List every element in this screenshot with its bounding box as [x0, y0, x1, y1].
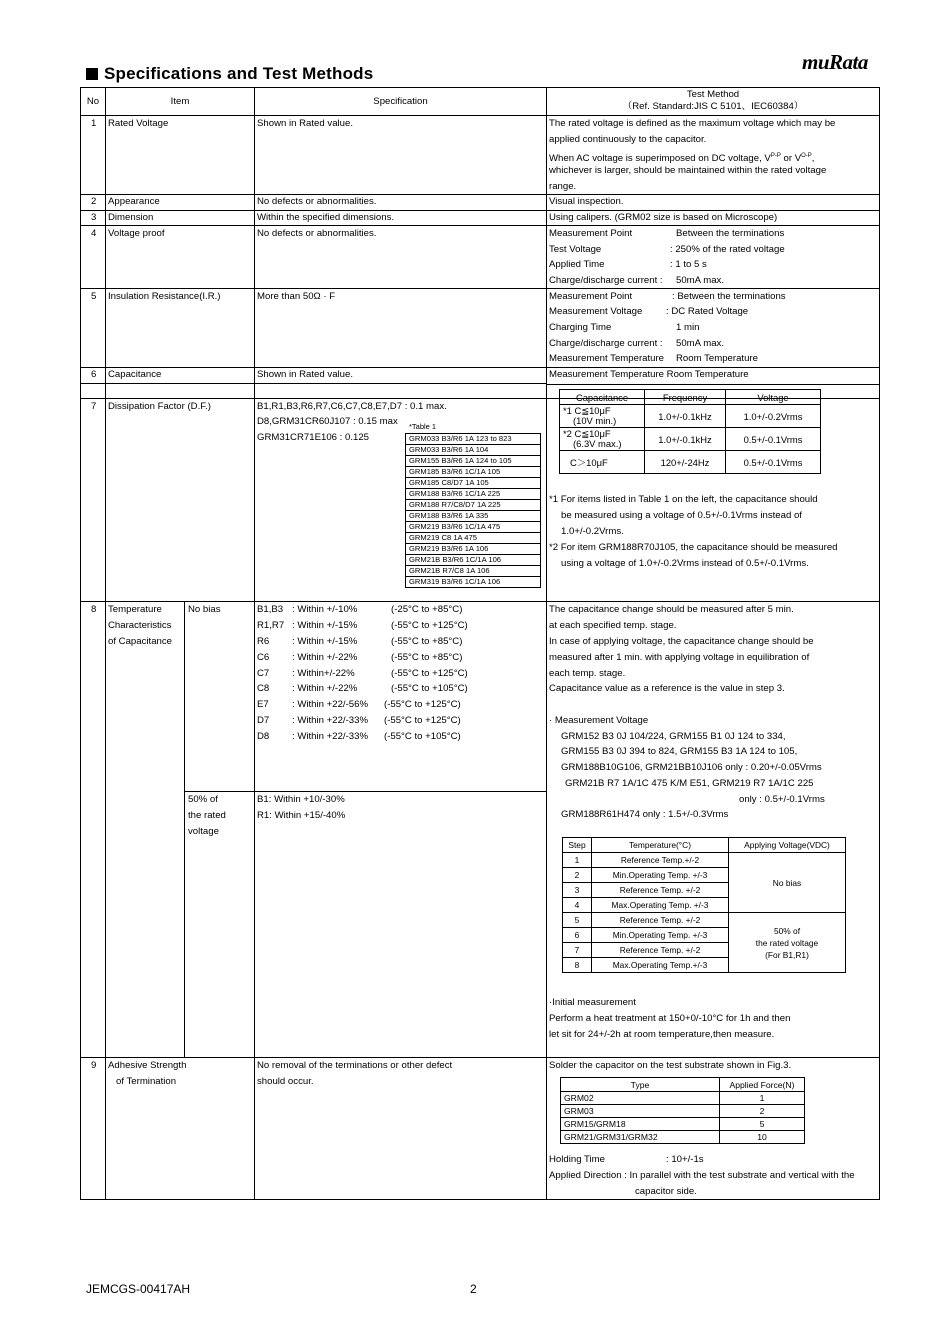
test-line: The capacitance change should be measured after 5 min.: [549, 604, 794, 615]
item-label: Adhesive Strength: [108, 1060, 187, 1071]
spec-tolerance: : Within +/-22%: [292, 652, 358, 663]
test-value: : Between the terminations: [672, 291, 786, 302]
table-row: C＞10μF 120+/-24Hz 0.5+/-0.1Vrms: [560, 451, 821, 474]
test-label: Measurement Temperature: [549, 353, 665, 364]
row-number: 6: [91, 369, 97, 380]
row-number: 4: [91, 228, 97, 239]
spec-range: (-55°C to +125°C): [391, 620, 468, 631]
row-number: 7: [91, 401, 97, 412]
spec-tolerance: : Within +/-15%: [292, 620, 358, 631]
table-row: GRM185 B3/R6 1C/1A 105: [406, 467, 541, 478]
item-label: of Termination: [116, 1076, 177, 1087]
spec-range: (-55°C to +85°C): [391, 652, 463, 663]
table-row: GRM033 B3/R6 1A 104: [406, 445, 541, 456]
item-label: Characteristics: [108, 620, 172, 631]
spec-line: should occur.: [257, 1076, 314, 1087]
spec-range: (-55°C to +85°C): [391, 636, 463, 647]
test-label: Measurement Voltage: [549, 306, 643, 317]
item-label: Rated Voltage: [108, 118, 169, 129]
test-line: The rated voltage is defined as the maximum voltage which may be: [549, 118, 836, 129]
test-value: 50mA max.: [676, 275, 724, 286]
table-row: Capacitance Frequency Voltage: [560, 390, 821, 405]
test-label: Measurement Point: [549, 228, 633, 239]
test-line: When AC voltage is superimposed on DC voltage, $V^{P-P}$ or $V^{O-P}$,: [549, 153, 815, 165]
table-row: GRM21/GRM31/GRM32 10: [561, 1131, 805, 1144]
table-row: 2 Min.Operating Temp. +/-3: [563, 868, 846, 883]
force-table: [560, 1077, 805, 1144]
holding-time-value: : 10+/-1s: [666, 1154, 704, 1165]
table-row: 3 Reference Temp. +/-2: [563, 883, 846, 898]
table-row: GRM185 C8/D7 1A 105: [406, 478, 541, 489]
row-number: 9: [91, 1060, 97, 1071]
test-line: · Measurement Voltage: [549, 715, 649, 726]
frequency-table: [559, 389, 821, 474]
note-line: be measured using a voltage of 0.5+/-0.1Vrms instead of: [561, 510, 802, 521]
sub-item-label: No bias: [188, 604, 221, 615]
spec-tolerance: : Within +/-22%: [292, 683, 358, 694]
test-line: GRM152 B3 0J 104/224, GRM155 B1 0J 124 to 334,: [561, 731, 786, 742]
spec-text: No defects or abnormalities.: [257, 228, 377, 239]
note-line: *1 For items listed in Table 1 on the left, the capacitance should: [549, 494, 818, 505]
item-label: Dissipation Factor (D.F.): [108, 401, 211, 412]
table-row: GRM188 B3/R6 1A 335: [406, 511, 541, 522]
brand-logo: muRata: [802, 50, 868, 74]
sub-item-label: voltage: [188, 826, 219, 837]
test-line: at each specified temp. stage.: [549, 620, 677, 631]
test-value: Room Temperature: [676, 353, 758, 364]
table-row: GRM219 B3/R6 1A 106: [406, 544, 541, 555]
spec-range: (-55°C to +105°C): [391, 683, 468, 694]
row-number: 1: [91, 118, 97, 129]
test-label: Measurement Point: [549, 291, 633, 302]
table-row: *2 C≦10μF (6.3V max.) 1.0+/-0.1kHz 0.5+/-0.1Vrms: [560, 428, 821, 451]
test-value: : 1 to 5 s: [670, 259, 707, 270]
initial-measurement-line: ·Initial measurement: [549, 997, 636, 1008]
table-row: 1 Reference Temp.+/-2 No bias: [563, 853, 846, 868]
test-label: Charge/discharge current :: [549, 338, 663, 349]
table-row: 5 Reference Temp. +/-2 50% of the rated voltage (For B1,R1): [563, 913, 846, 928]
table-row: GRM155 B3/R6 1A 124 to 105: [406, 456, 541, 467]
test-value: 50mA max.: [676, 338, 724, 349]
test-value: : 250% of the rated voltage: [670, 244, 785, 255]
test-line: In case of applying voltage, the capacitance change should be: [549, 636, 814, 647]
test-text: Visual inspection.: [549, 196, 624, 207]
spec-range: (-55°C to +125°C): [391, 668, 468, 679]
item-label: Dimension: [108, 212, 154, 223]
initial-measurement-line: let sit for 24+/-2h at room temperature,then measure.: [549, 1029, 775, 1040]
page-title-text: Specifications and Test Methods: [104, 64, 374, 83]
spec-tolerance: : Within +22/-33%: [292, 715, 368, 726]
spec-line: GRM31CR71E106 : 0.125: [257, 432, 369, 443]
spec-code: C8: [257, 683, 270, 694]
item-label: Capacitance: [108, 369, 162, 380]
test-line: GRM155 B3 0J 394 to 824, GRM155 B3 1A 124 to 105,: [561, 746, 798, 757]
spec-text: Shown in Rated value.: [257, 369, 353, 380]
spec-tolerance: : Within +/-15%: [292, 636, 358, 647]
column-header-specification: Specification: [373, 96, 428, 107]
table-row: Step Temperature(°C) Applying Voltage(VDC): [563, 838, 846, 853]
column-header-item: Item: [170, 96, 190, 107]
spec-tolerance: : Within +22/-56%: [292, 699, 368, 710]
test-line: Capacitance value as a reference is the value in step 3.: [549, 683, 785, 694]
spec-line: R1: Within +15/-40%: [257, 810, 346, 821]
test-text: Measurement Temperature Room Temperature: [549, 369, 749, 380]
table-row: Type Applied Force(N): [561, 1078, 805, 1092]
test-text: Using calipers. (GRM02 size is based on Microscope): [549, 212, 778, 223]
test-line: measured after 1 min. with applying voltage in equilibration of: [549, 652, 810, 663]
test-line: GRM188R61H474 only : 1.5+/-0.3Vrms: [561, 809, 729, 820]
table-row: GRM033 B3/R6 1A 123 to 823: [406, 434, 541, 445]
document-code: JEMCGS-00417AH: [86, 1282, 191, 1296]
holding-time-label: Holding Time: [549, 1154, 605, 1165]
column-header-no: No: [86, 96, 100, 107]
row-number: 3: [91, 212, 97, 223]
item-label: Appearance: [108, 196, 160, 207]
test-line: whichever is larger, should be maintained within the rated voltage: [549, 165, 827, 176]
row-number: 5: [91, 291, 97, 302]
spec-tolerance: : Within +22/-33%: [292, 731, 368, 742]
table-row: GRM15/GRM18 5: [561, 1118, 805, 1131]
spec-code: C7: [257, 668, 270, 679]
page-number: 2: [470, 1282, 477, 1296]
sub-item-label: 50% of: [188, 794, 218, 805]
spec-line: No removal of the terminations or other defect: [257, 1060, 453, 1071]
initial-measurement-line: Perform a heat treatment at 150+0/-10°C for 1h and then: [549, 1013, 791, 1024]
test-value: 1 min: [676, 322, 700, 333]
test-line: GRM21B R7 1A/1C 475 K/M E51, GRM219 R7 1A/1C 225: [565, 778, 814, 789]
test-label: Test Voltage: [549, 244, 602, 255]
row-number: 2: [91, 196, 97, 207]
table-row: 7 Reference Temp. +/-2: [563, 943, 846, 958]
table-row: GRM188 B3/R6 1C/1A 225: [406, 489, 541, 500]
spec-tolerance: : Within +/-10%: [292, 604, 358, 615]
item-label: Temperature: [108, 604, 162, 615]
table-row: 6 Min.Operating Temp. +/-3: [563, 928, 846, 943]
spec-line: B1,R1,B3,R6,R7,C6,C7,C8,E7,D7 : 0.1 max.: [257, 401, 447, 412]
spec-range: (-55°C to +105°C): [384, 731, 461, 742]
spec-code: C6: [257, 652, 270, 663]
note-line: using a voltage of 1.0+/-0.2Vrms instead of 0.5+/-0.1Vrms.: [561, 558, 809, 569]
spec-tolerance: : Within+/-22%: [292, 668, 355, 679]
table-row: *1 C≦10μF (10V min.) 1.0+/-0.1kHz 1.0+/-0.2Vrms: [560, 405, 821, 428]
step-table: [562, 837, 846, 973]
table-row: GRM188 R7/C8/D7 1A 225: [406, 500, 541, 511]
test-label: Charge/discharge current :: [549, 275, 663, 286]
square-bullet-icon: [86, 68, 98, 80]
table-row: GRM03 2: [561, 1105, 805, 1118]
column-header-test-method: Test Method: [686, 89, 740, 100]
spec-code: B1,B3: [257, 604, 284, 615]
spec-code: D7: [257, 715, 270, 726]
table-row: GRM219 B3/R6 1C/1A 475: [406, 522, 541, 533]
spec-code: D8: [257, 731, 270, 742]
applied-direction-line: capacitor side.: [635, 1186, 697, 1197]
spec-text: Shown in Rated value.: [257, 118, 353, 129]
spec-text: Within the specified dimensions.: [257, 212, 395, 223]
spec-line: B1: Within +10/-30%: [257, 794, 345, 805]
table-row: GRM21B R7/C8 1A 106: [406, 566, 541, 577]
table-row: GRM219 C8 1A 475: [406, 533, 541, 544]
test-line: Solder the capacitor on the test substrate shown in Fig.3.: [549, 1060, 792, 1071]
note-line: 1.0+/-0.2Vrms.: [561, 526, 624, 537]
test-line: each temp. stage.: [549, 668, 626, 679]
test-line: applied continuously to the capacitor.: [549, 134, 707, 145]
spec-code: R6: [257, 636, 270, 647]
spec-text: No defects or abnormalities.: [257, 196, 377, 207]
spec-code: E7: [257, 699, 269, 710]
spec-range: (-55°C to +125°C): [384, 699, 461, 710]
spec-range: (-25°C to +85°C): [391, 604, 463, 615]
spec-text: More than 50Ω · F: [257, 291, 336, 302]
sub-item-label: the rated: [188, 810, 226, 821]
table-row: GRM319 B3/R6 1C/1A 106: [406, 577, 541, 588]
column-header-test-reference: （Ref. Standard:JIS C 5101、IEC60384）: [622, 101, 804, 112]
test-value: Between the terminations: [676, 228, 785, 239]
page-title: [86, 64, 373, 84]
test-value: : DC Rated Voltage: [666, 306, 749, 317]
test-line: range.: [549, 181, 577, 192]
row-number: 8: [91, 604, 97, 615]
test-line: only : 0.5+/-0.1Vrms: [739, 794, 825, 805]
table1: [405, 433, 541, 588]
item-label: of Capacitance: [108, 636, 172, 647]
table-row: 4 Max.Operating Temp. +/-3: [563, 898, 846, 913]
test-label: Applied Time: [549, 259, 605, 270]
spec-code: R1,R7: [257, 620, 285, 631]
applied-direction-line: Applied Direction : In parallel with the test substrate and vertical with the: [549, 1170, 855, 1181]
spec-range: (-55°C to +125°C): [384, 715, 461, 726]
test-label: Charging Time: [549, 322, 612, 333]
test-line: GRM188B10G106, GRM21BB10J106 only : 0.20+/-0.05Vrms: [561, 762, 822, 773]
spec-line: D8,GRM31CR60J107 : 0.15 max: [257, 416, 398, 427]
item-label: Insulation Resistance(I.R.): [108, 291, 221, 302]
table-row: GRM02 1: [561, 1092, 805, 1105]
table1-label: *Table 1: [409, 422, 437, 431]
table-row: GRM21B B3/R6 1C/1A 106: [406, 555, 541, 566]
item-label: Voltage proof: [108, 228, 165, 239]
table-row: 8 Max.Operating Temp.+/-3: [563, 958, 846, 973]
note-line: *2 For item GRM188R70J105, the capacitance should be measured: [549, 542, 838, 553]
